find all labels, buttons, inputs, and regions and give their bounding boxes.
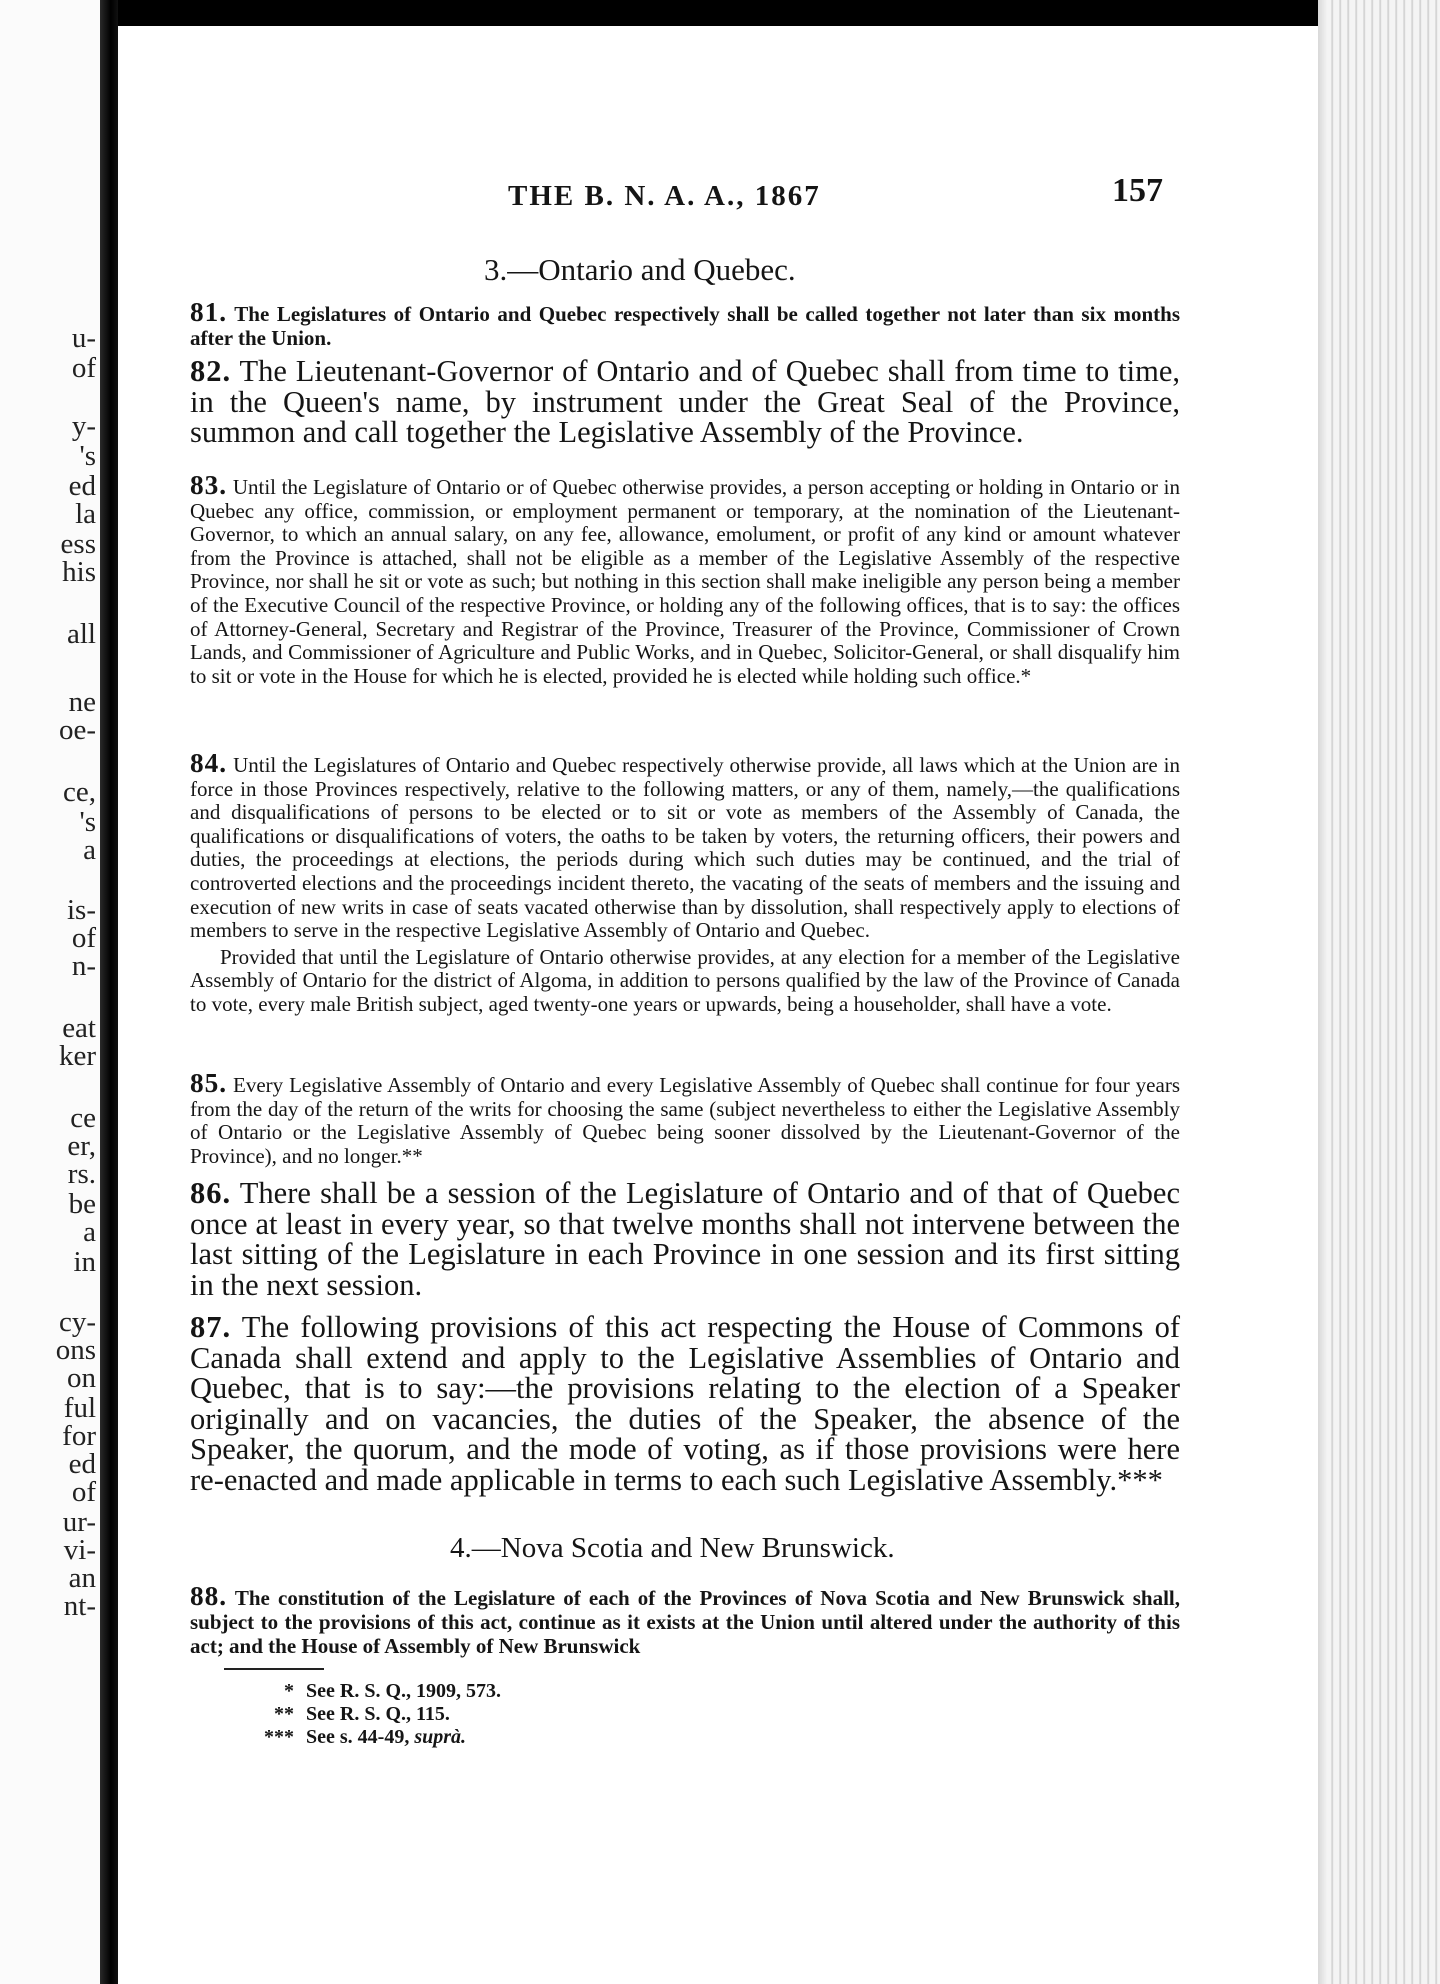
section-heading-nova-scotia-new-brunswick: 4.—Nova Scotia and New Brunswick. (450, 1532, 895, 1564)
footnote-mark: * (284, 1680, 294, 1702)
book-gutter (100, 0, 118, 1984)
top-border (118, 0, 1440, 26)
left-page-line: er, (67, 1130, 96, 1162)
section-text: The constitution of the Legislature of each of the Provinces of Nova Scotia and New Brunswick shall, subject to the provisions of this act, continue as it exists at the Union until altered under the authority of this act; and the House of Assembly of New Brunswick (190, 1586, 1180, 1658)
left-page-line: an (68, 1562, 96, 1594)
left-page-line: of (71, 352, 96, 384)
left-page-line: ur- (62, 1506, 96, 1538)
section-84-proviso: Provided that until the Legislature of Ontario otherwise provides, at any election for a member of the Legislative Assembly of Ontario for the district of Algoma, in addition to persons qualified by the law of the Province of Canada to vote, every male British subject, aged twenty-one years or upwards, being a householder, shall have a vote. (190, 944, 1180, 1016)
left-page-line: vi- (63, 1534, 96, 1566)
section-87 (190, 1312, 1180, 1495)
section-number: 81. (190, 297, 228, 327)
running-head: THE B. N. A. A., 1867 (508, 180, 821, 212)
section-86 (190, 1178, 1180, 1300)
section-heading-ontario-quebec: 3.—Ontario and Quebec. (484, 252, 796, 287)
footnote-rule (224, 1668, 324, 1670)
left-page-line: ker (58, 1040, 96, 1072)
left-page-line: ne (68, 686, 96, 718)
footnote-emphasis: suprà. (414, 1726, 467, 1748)
left-facing-page (0, 0, 100, 1984)
section-88 (190, 1581, 1180, 1658)
section-text: Until the Legislature of Ontario or of Quebec otherwise provides, a person accepting or holding in Ontario or in Quebec any office, commission, or employment permanent or temporary, at the nomination of the Lieutenant-Governor, to which an annual salary, on any fee, allowance, emolument, or profit of any kind or amount whatever from the Province is attached, shall not be eligible as a member of the Legislative Assembly of the respective Province, nor shall he sit or vote as such; but nothing in this section shall make ineligible any person being a member of the Executive Council of the respective Province, or holding any of the following offices, that is to say: the offices of Attorney-General, Secretary and Registrar of the Province, Treasurer of the Province, Commissioner of Crown Lands, and Commissioner of Agriculture and Public Works, and in Quebec, Solicitor-General, or shall disqualify him to sit or vote in the House for which he is elected, provided he is elected while holding such office.* (190, 475, 1181, 688)
section-text: The Legislatures of Ontario and Quebec respectively shall be called together not later than six months after the Union. (190, 302, 1180, 350)
footnote-text: See R. S. Q., 1909, 573. (306, 1680, 501, 1702)
section-number: 88. (190, 1581, 228, 1611)
left-page-line: is- (67, 894, 96, 926)
left-page-line: n- (71, 950, 96, 982)
left-page-line: nt- (63, 1590, 96, 1622)
left-page-line: ful (63, 1392, 96, 1424)
left-page-line: ess (60, 528, 96, 560)
footnote-mark: ** (274, 1703, 294, 1725)
left-page-line: rs. (67, 1158, 96, 1190)
section-number: 83. (190, 470, 228, 500)
section-number: 85. (190, 1068, 228, 1098)
left-page-line: ed (68, 470, 96, 502)
left-page-line: his (62, 556, 96, 588)
left-page-line: a (83, 834, 96, 866)
section-number: 84. (190, 748, 228, 778)
left-page-line: of (71, 1476, 96, 1508)
left-page-line: be (68, 1188, 96, 1220)
left-page-line: on (67, 1362, 96, 1394)
section-number: 86. (190, 1176, 232, 1210)
footnote-1 (230, 1680, 501, 1703)
section-text: The following provisions of this act respecting the House of Commons of Canada shall extend and apply to the Legislative Assemblies of Ontario and Quebec, that is to say:—the provisions relating to the election of a Speaker originally and on vacancies, the duties of the Speaker, the absence of the Speaker, the quorum, and the mode of voting, as if those provisions were here re-enacted and made applicable in terms to each such Legislative Assembly.*** (190, 1310, 1180, 1497)
left-page-line: in (73, 1246, 96, 1278)
left-page-line: u- (71, 322, 96, 354)
left-page-line: ons (55, 1334, 96, 1366)
footnote-text: See s. 44-49, (306, 1726, 410, 1748)
section-text: The Lieutenant-Governor of Ontario and of Quebec shall from time to time, in the Queen's name, by instrument under the Great Seal of the Province, summon and call together the Legislative Assembly of the Province. (190, 354, 1180, 449)
section-number: 82. (190, 354, 232, 388)
section-text: Until the Legislatures of Ontario and Quebec respectively otherwise provide, all laws which at the Union are in force in those Provinces respectively, relative to the following matters, or any of them, namely,—the qualifications and disqualifications of persons to be elected or to sit or vote as members of the Assembly of Canada, the qualifications or disqualifications of voters, the oaths to be taken by voters, the returning officers, their powers and duties, the proceedings at elections, the periods during which such duties may be continued, and the trial of controverted elections and the proceedings incident thereto, the vacating of the seats of members and the issuing and execution of new writs in case of seats vacated otherwise than by dissolution, shall respectively apply to elections of members to serve in the respective Legislative Assembly of Ontario and Quebec. (190, 753, 1181, 943)
footnote-3 (230, 1726, 466, 1749)
left-page-line: y- (71, 410, 96, 442)
left-page-line: oe- (58, 714, 96, 746)
left-page-line: la (75, 498, 96, 530)
page-edge-shadow (1318, 0, 1328, 1984)
footnote-text: See R. S. Q., 115. (306, 1703, 450, 1725)
left-page-line: 's (79, 806, 96, 838)
section-81 (190, 297, 1180, 350)
section-number: 87. (190, 1310, 232, 1344)
left-page-line: ce (70, 1102, 96, 1134)
section-text: Every Legislative Assembly of Ontario and every Legislative Assembly of Quebec shall continue for four years from the day of the return of the writs for choosing the same (subject nevertheless to either the Legislative Assembly of Ontario or the Legislative Assembly of Quebec being sooner dissolved by the Lieutenant-Governor of the Province), and no longer.** (190, 1073, 1180, 1168)
left-page-line: 's (79, 440, 96, 472)
left-page-line: of (71, 922, 96, 954)
left-page-line: ce, (63, 776, 96, 808)
left-page-line: eat (62, 1012, 96, 1044)
page-edges (1318, 0, 1440, 1984)
footnote-2 (230, 1703, 450, 1726)
left-page-line: all (67, 618, 96, 650)
left-page-line: cy- (58, 1306, 96, 1338)
section-82 (190, 356, 1180, 448)
footnote-mark: *** (264, 1726, 294, 1748)
section-85 (190, 1068, 1180, 1168)
section-84 (190, 748, 1181, 1017)
left-page-line: a (83, 1216, 96, 1248)
left-page-line: for (62, 1420, 96, 1452)
left-page-line: ed (68, 1448, 96, 1480)
page-number: 157 (1112, 172, 1163, 209)
section-83 (190, 470, 1181, 688)
section-text: There shall be a session of the Legislature of Ontario and of that of Quebec once at least in every year, so that twelve months shall not intervene between the last sitting of the Legislature in each Province in one session and its first sitting in the next session. (190, 1176, 1180, 1302)
